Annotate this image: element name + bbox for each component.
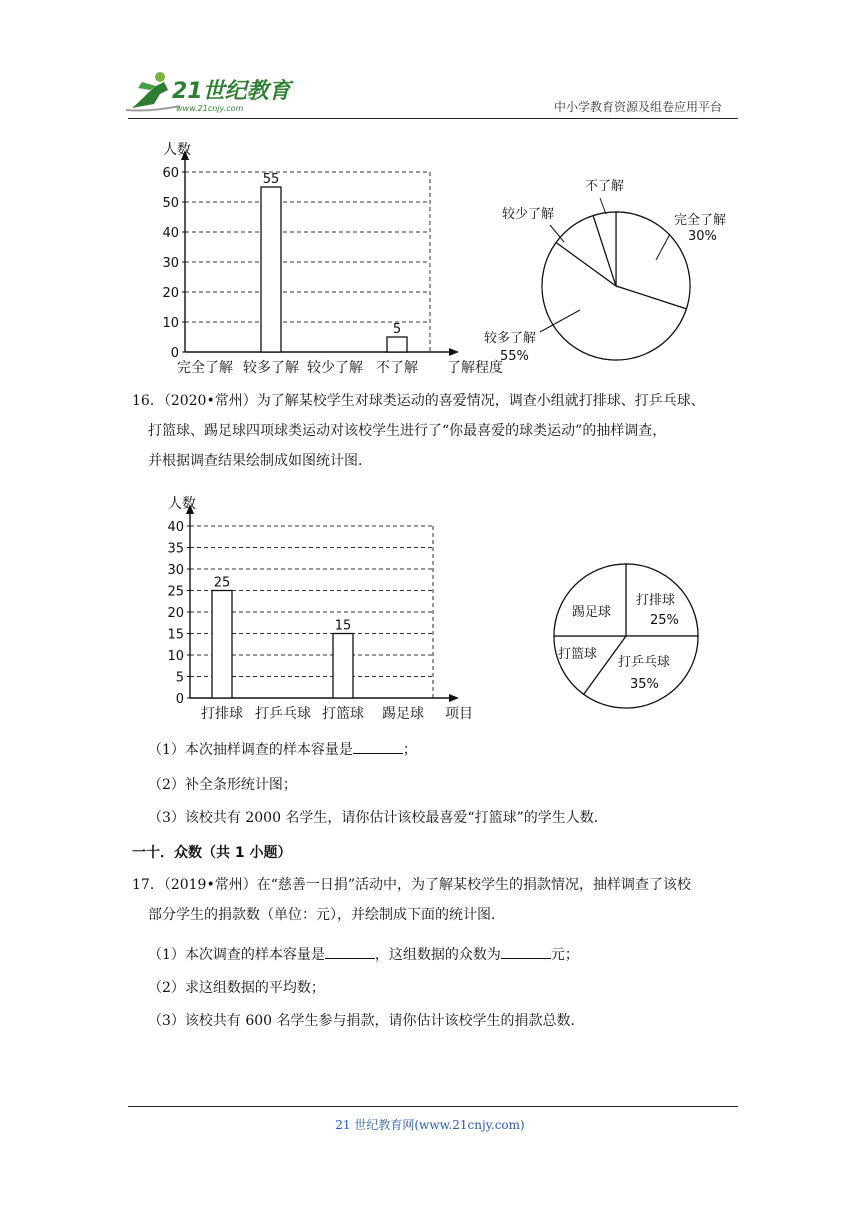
- x-axis-arrow: [449, 694, 459, 702]
- pie-leader-line: [600, 198, 606, 214]
- logo-text: 21世纪教育: [172, 79, 291, 104]
- mid-pie-chart: [540, 552, 710, 726]
- question-17: [132, 870, 732, 930]
- y-tick-label: 10: [162, 316, 179, 331]
- q17-sub1-text: （1）本次调查的样本容量是: [148, 947, 325, 963]
- category-label: 打篮球: [322, 706, 364, 722]
- bar-value-label: 15: [334, 618, 352, 634]
- q16-sub3: （3）该校共有 2000 名学生，请你估计该校最喜爱“打篮球”的学生人数．: [148, 810, 608, 826]
- q16-stem-line2: 打篮球、踢足球四项球类运动对该校学生进行了“你最喜爱的球类运动”的抽样调查，: [148, 423, 667, 439]
- header-tagline: 中小学教育资源及组卷应用平台: [553, 100, 722, 114]
- q16-sub1: [148, 739, 417, 760]
- bar: [387, 337, 407, 352]
- y-axis-label: 人数: [168, 496, 196, 512]
- q16-stem-line1: 16．（2020•常州）为了解某校学生对球类运动的喜爱情况，调查小组就打排球、打乒乓球、: [132, 393, 705, 409]
- category-label: 较多了解: [243, 360, 299, 376]
- top-pie-chart: [480, 170, 727, 374]
- pie-label: 较多了解: [484, 331, 537, 346]
- bar-value-label: 55: [262, 172, 280, 187]
- section-title-mode: 一十．众数（共 1 小题）: [132, 845, 292, 861]
- category-label: 打乒乓球: [255, 706, 311, 722]
- y-tick-label: 40: [167, 520, 184, 535]
- q17-sub3: （3）该校共有 600 名学生参与捐款，请你估计该校学生的捐款总数．: [148, 1013, 585, 1029]
- y-tick-label: 0: [170, 346, 179, 361]
- y-tick-label: 35: [167, 541, 184, 557]
- pie-percent-label: 35%: [630, 677, 659, 692]
- y-tick-label: 40: [162, 226, 179, 241]
- q17-sub1-blank-b[interactable]: [501, 944, 551, 959]
- y-tick-label: 0: [175, 692, 184, 707]
- pie-label: 不了解: [585, 179, 625, 194]
- pie-label: 踢足球: [572, 605, 612, 620]
- q16-sub1-text: （1）本次抽样调查的样本容量是: [148, 742, 353, 758]
- y-tick-label: 25: [167, 584, 184, 600]
- pie-label: 打篮球: [558, 647, 598, 662]
- x-axis-label: 了解程度: [447, 360, 503, 376]
- bar: [212, 591, 232, 699]
- mid-bar-chart: [145, 492, 485, 732]
- pie-label: 完全了解: [674, 213, 727, 228]
- site-logo: [120, 68, 290, 116]
- pie-label: 打排球: [636, 593, 676, 608]
- pie-leader-line: [550, 225, 564, 242]
- pie-percent-label: 30%: [688, 229, 717, 244]
- category-label: 完全了解: [177, 360, 233, 376]
- q17-stem-line2: 部分学生的捐款数（单位：元），并绘制成下面的统计图．: [148, 907, 505, 923]
- q16-sub1-blank[interactable]: [353, 739, 403, 754]
- category-label: 打排球: [201, 706, 243, 722]
- y-tick-label: 20: [167, 606, 184, 621]
- q16-stem-line3: 并根据调查结果绘制成如图统计图．: [148, 453, 372, 469]
- q16-sub2: （2）补全条形统计图；: [148, 777, 297, 793]
- q17-sub1-end: 元；: [550, 947, 579, 963]
- pie-slice: [554, 564, 626, 636]
- y-tick-label: 30: [162, 256, 179, 271]
- x-axis-arrow: [449, 348, 459, 356]
- y-tick-label: 20: [162, 286, 179, 301]
- pie-percent-label: 55%: [500, 349, 529, 364]
- category-label: 不了解: [376, 360, 418, 376]
- bar: [333, 634, 353, 699]
- footer-divider: [128, 1106, 738, 1107]
- bar: [261, 187, 281, 352]
- pie-percent-label: 25%: [650, 613, 679, 628]
- x-axis-label: 项目: [445, 706, 473, 722]
- y-tick-label: 50: [162, 196, 179, 211]
- category-label: 踢足球: [382, 706, 424, 722]
- q16-sub1-end: ；: [402, 742, 417, 758]
- q17-sub1-mid: ，这组数据的众数为: [374, 947, 501, 963]
- y-tick-label: 5: [175, 670, 184, 686]
- y-axis-label: 人数: [163, 142, 191, 158]
- y-tick-label: 60: [162, 166, 179, 181]
- logo-url: www.21cnjy.com: [176, 104, 244, 113]
- q17-sub1-blank-a[interactable]: [325, 944, 375, 959]
- y-tick-label: 10: [167, 649, 184, 664]
- question-16: [132, 386, 732, 476]
- q17-sub1: [148, 944, 579, 965]
- header-divider: [128, 118, 738, 119]
- q17-stem-line1: 17．（2019•常州）在“慈善一日捐”活动中，为了解某校学生的捐款情况，抽样调查了该校: [132, 877, 692, 893]
- top-bar-chart: [145, 140, 515, 382]
- footer-link[interactable]: 21 世纪教育网(www.21cnjy.com): [335, 1118, 525, 1132]
- y-tick-label: 30: [167, 563, 184, 578]
- y-tick-label: 15: [167, 627, 184, 643]
- category-label: 较少了解: [307, 360, 363, 376]
- bar-value-label: 5: [392, 322, 402, 337]
- pie-label: 打乒乓球: [618, 655, 671, 670]
- bar-value-label: 25: [213, 575, 231, 591]
- pie-label: 较少了解: [502, 207, 555, 222]
- q17-sub2: （2）求这组数据的平均数；: [148, 980, 325, 996]
